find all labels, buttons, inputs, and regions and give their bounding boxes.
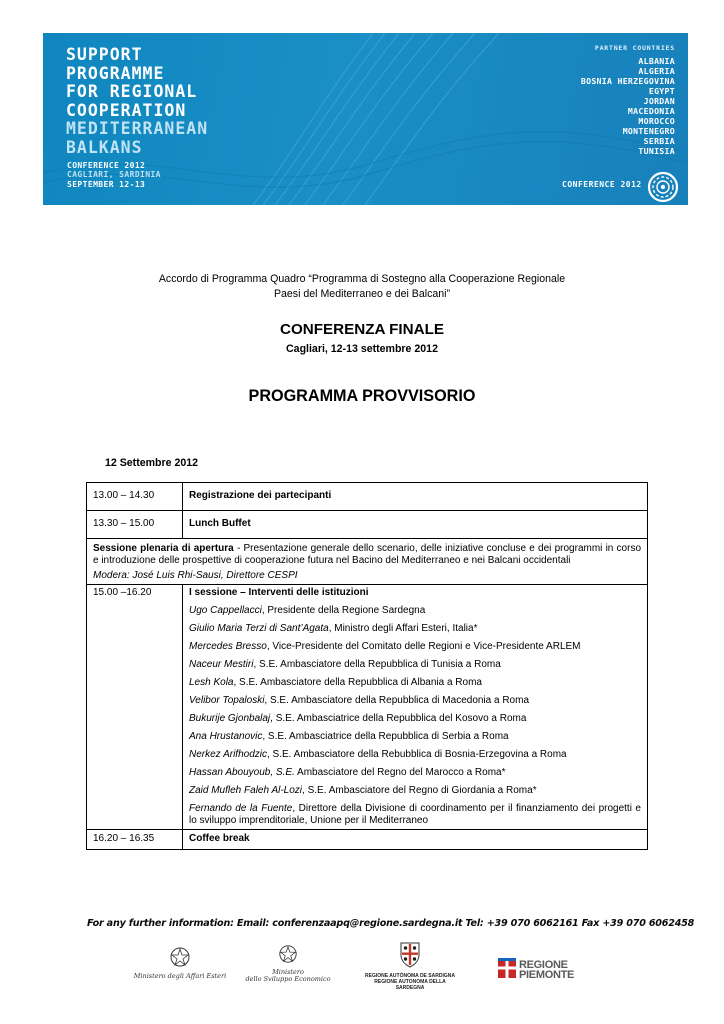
- conference-year-label: CONFERENCE 2012: [562, 180, 642, 189]
- table-row: [87, 585, 648, 830]
- speaker-role: , S.E. Ambasciatore della Repubblica di Tunisia a Roma: [253, 659, 501, 670]
- partner-countries: [581, 44, 675, 156]
- conference-title: CONFERENZA FINALE: [280, 321, 444, 338]
- sardegna-caption-line1: REGIONE AUTÒNOMA DE SARDIGNA: [365, 973, 455, 979]
- partner-country: ALGERIA: [638, 66, 675, 76]
- speaker-name: Giulio Maria Terzi di Sant’Agata: [189, 623, 329, 634]
- speaker-item: [189, 713, 641, 725]
- speaker-role: , S.E. Ambasciatore della Repubblica di Albania a Roma: [233, 677, 482, 688]
- speaker-name: Zaid Mufleh Faleh Al-Lozi: [189, 785, 303, 796]
- programme-line: FOR REGIONAL: [66, 82, 198, 101]
- speaker-item: [189, 677, 641, 689]
- sardinia-coat-of-arms-icon: [398, 940, 422, 968]
- programme-title: [66, 46, 208, 157]
- partner-country: JORDAN: [643, 96, 675, 106]
- table-row: [87, 539, 648, 585]
- sardegna-caption-line2: REGIONE AUTONOMA DELLA SARDEGNA: [374, 979, 446, 991]
- piemonte-wordmark-line2: PIEMONTE: [519, 969, 575, 981]
- plenary-moderator: Modera: José Luis Rhi-Sausi, Direttore CESPI: [93, 570, 298, 581]
- time-cell: 15.00 –16.20: [87, 585, 183, 830]
- speaker-item: [189, 623, 641, 635]
- schedule-table: [86, 482, 648, 850]
- conference-info: [67, 161, 161, 189]
- partner-country: TUNISIA: [638, 146, 675, 156]
- contact-info: For any further information: Email: conferenzaapq@regione.sardegna.it Tel: +39 070 6062161 Fax +39 070 6062458: [87, 918, 695, 929]
- mae-caption: Ministero degli Affari Esteri: [133, 972, 227, 980]
- session-title: I sessione – Interventi delle istituzioni: [189, 587, 369, 598]
- speaker-item: [189, 659, 641, 671]
- speaker-item: [189, 731, 641, 743]
- institution-logos: [0, 940, 724, 990]
- piemonte-wordmark-line1: REGIONE: [519, 959, 568, 971]
- speaker-item: [189, 785, 641, 797]
- italian-emblem-icon: [169, 946, 191, 968]
- day-label: 12 Settembre 2012: [105, 457, 199, 469]
- speaker-name: Bukurije Gjonbalaj: [189, 713, 271, 724]
- program-title: PROGRAMMA PROVVISORIO: [248, 387, 476, 405]
- speaker-name: Lesh Kola: [189, 677, 234, 688]
- partner-country: MONTENEGRO: [622, 126, 675, 136]
- speaker-name: Ana Hrustanovic: [189, 731, 263, 742]
- speaker-role: Ambasciatore del Regno del Marocco a Roma*: [294, 767, 506, 778]
- agreement-heading: [0, 272, 724, 302]
- speaker-item: [189, 695, 641, 707]
- speaker-role: , S.E. Ambasciatrice della Repubblica di Serbia a Roma: [262, 731, 509, 742]
- conference-spiral-logo: [647, 171, 679, 203]
- speaker-role: , Presidente della Regione Sardegna: [261, 605, 426, 616]
- speaker-name: Fernando de la Fuente: [189, 803, 293, 814]
- partner-country: MACEDONIA: [627, 106, 675, 116]
- partner-country: MOROCCO: [638, 116, 675, 126]
- agreement-line: Paesi del Mediterraneo e dei Balcani”: [273, 288, 451, 300]
- conference-line: CONFERENCE 2012: [67, 161, 146, 170]
- agreement-line: Accordo di Programma Quadro “Programma di Sostegno alla Cooperazione Regionale: [158, 273, 566, 285]
- time-cell: 13.00 – 14.30: [87, 483, 183, 511]
- speaker-item: [189, 767, 641, 779]
- mae-logo: [130, 946, 230, 980]
- speaker-name: Velibor Topaloski: [189, 695, 265, 706]
- conference-line: CAGLIARI, SARDINIA: [67, 170, 161, 180]
- partner-country: SERBIA: [643, 136, 675, 146]
- piemonte-wordmark: [519, 960, 574, 980]
- partner-country: EGYPT: [648, 86, 675, 96]
- programme-line: COOPERATION: [66, 100, 187, 120]
- italian-emblem-icon: [278, 944, 298, 964]
- table-row: [87, 483, 648, 511]
- conference-place-date: Cagliari, 12-13 settembre 2012: [286, 343, 438, 355]
- conference-line: SEPTEMBER 12-13: [67, 179, 146, 189]
- speaker-item: [189, 605, 641, 617]
- programme-line: SUPPORT: [66, 45, 143, 64]
- time-cell: 13.30 – 15.00: [87, 511, 183, 539]
- session-cell: [183, 585, 648, 830]
- speaker-role: , S.E. Ambasciatore del Regno di Giordania a Roma*: [302, 785, 537, 796]
- speaker-role: , Direttore della Divisione di coordinamento per il finanziamento dei progetti e lo sviluppo imprenditoriale, Unione per il Mediterraneo: [189, 803, 641, 826]
- piemonte-flag-icon: [498, 958, 516, 978]
- table-row: [87, 511, 648, 539]
- speaker-role: , S.E. Ambasciatore della Repubblica di Macedonia a Roma: [264, 695, 530, 706]
- mse-caption-line1: Ministero: [272, 968, 304, 976]
- activity-cell: Lunch Buffet: [183, 511, 648, 539]
- speaker-item: [189, 641, 641, 653]
- speaker-role: , Ministro degli Affari Esteri, Italia*: [328, 623, 478, 634]
- table-row: [87, 830, 648, 850]
- speaker-item: [189, 749, 641, 761]
- conference-banner: [43, 33, 688, 205]
- partner-country: BOSNIA HERZEGOVINA: [580, 76, 675, 86]
- speaker-name: Naceur Mestiri: [189, 659, 254, 670]
- mse-logo: [243, 944, 333, 983]
- speaker-name: Hassan Abouyoub, S.E.: [189, 767, 295, 778]
- partner-country: ALBANIA: [638, 56, 675, 66]
- speaker-name: Mercedes Bresso: [189, 641, 267, 652]
- speaker-item: [189, 803, 641, 827]
- plenary-session-cell: [87, 539, 648, 585]
- programme-line: MEDITERRANEAN: [66, 119, 209, 138]
- speaker-role: , Vice-Presidente del Comitato delle Regioni e Vice-Presidente ARLEM: [266, 641, 581, 652]
- plenary-title: Sessione plenaria di apertura: [93, 543, 234, 554]
- plenary-description: - Presentazione generale dello scenario, delle iniziative concluse e dei programmi in corso e introduzione delle prospettive di cooperazione futura nel Bacino del Mediterraneo e nei Balcani occidentali: [93, 543, 641, 566]
- programme-line: PROGRAMME: [66, 63, 165, 83]
- programme-line: BALKANS: [66, 137, 143, 157]
- activity-cell: Coffee break: [183, 830, 648, 850]
- mse-caption-line2: dello Sviluppo Economico: [245, 975, 331, 983]
- speaker-role: , S.E. Ambasciatrice della Repubblica del Kosovo a Roma: [270, 713, 527, 724]
- sardegna-logo: [360, 940, 460, 991]
- partners-heading: PARTNER COUNTRIES: [594, 44, 675, 52]
- activity-cell: Registrazione dei partecipanti: [183, 483, 648, 511]
- speaker-role: , S.E. Ambasciatore della Rebubblica di Bosnia-Erzegovina a Roma: [267, 749, 567, 760]
- speaker-name: Nerkez Arifhodzic: [189, 749, 267, 760]
- time-cell: 16.20 – 16.35: [87, 830, 183, 850]
- speaker-name: Ugo Cappellacci: [189, 605, 262, 616]
